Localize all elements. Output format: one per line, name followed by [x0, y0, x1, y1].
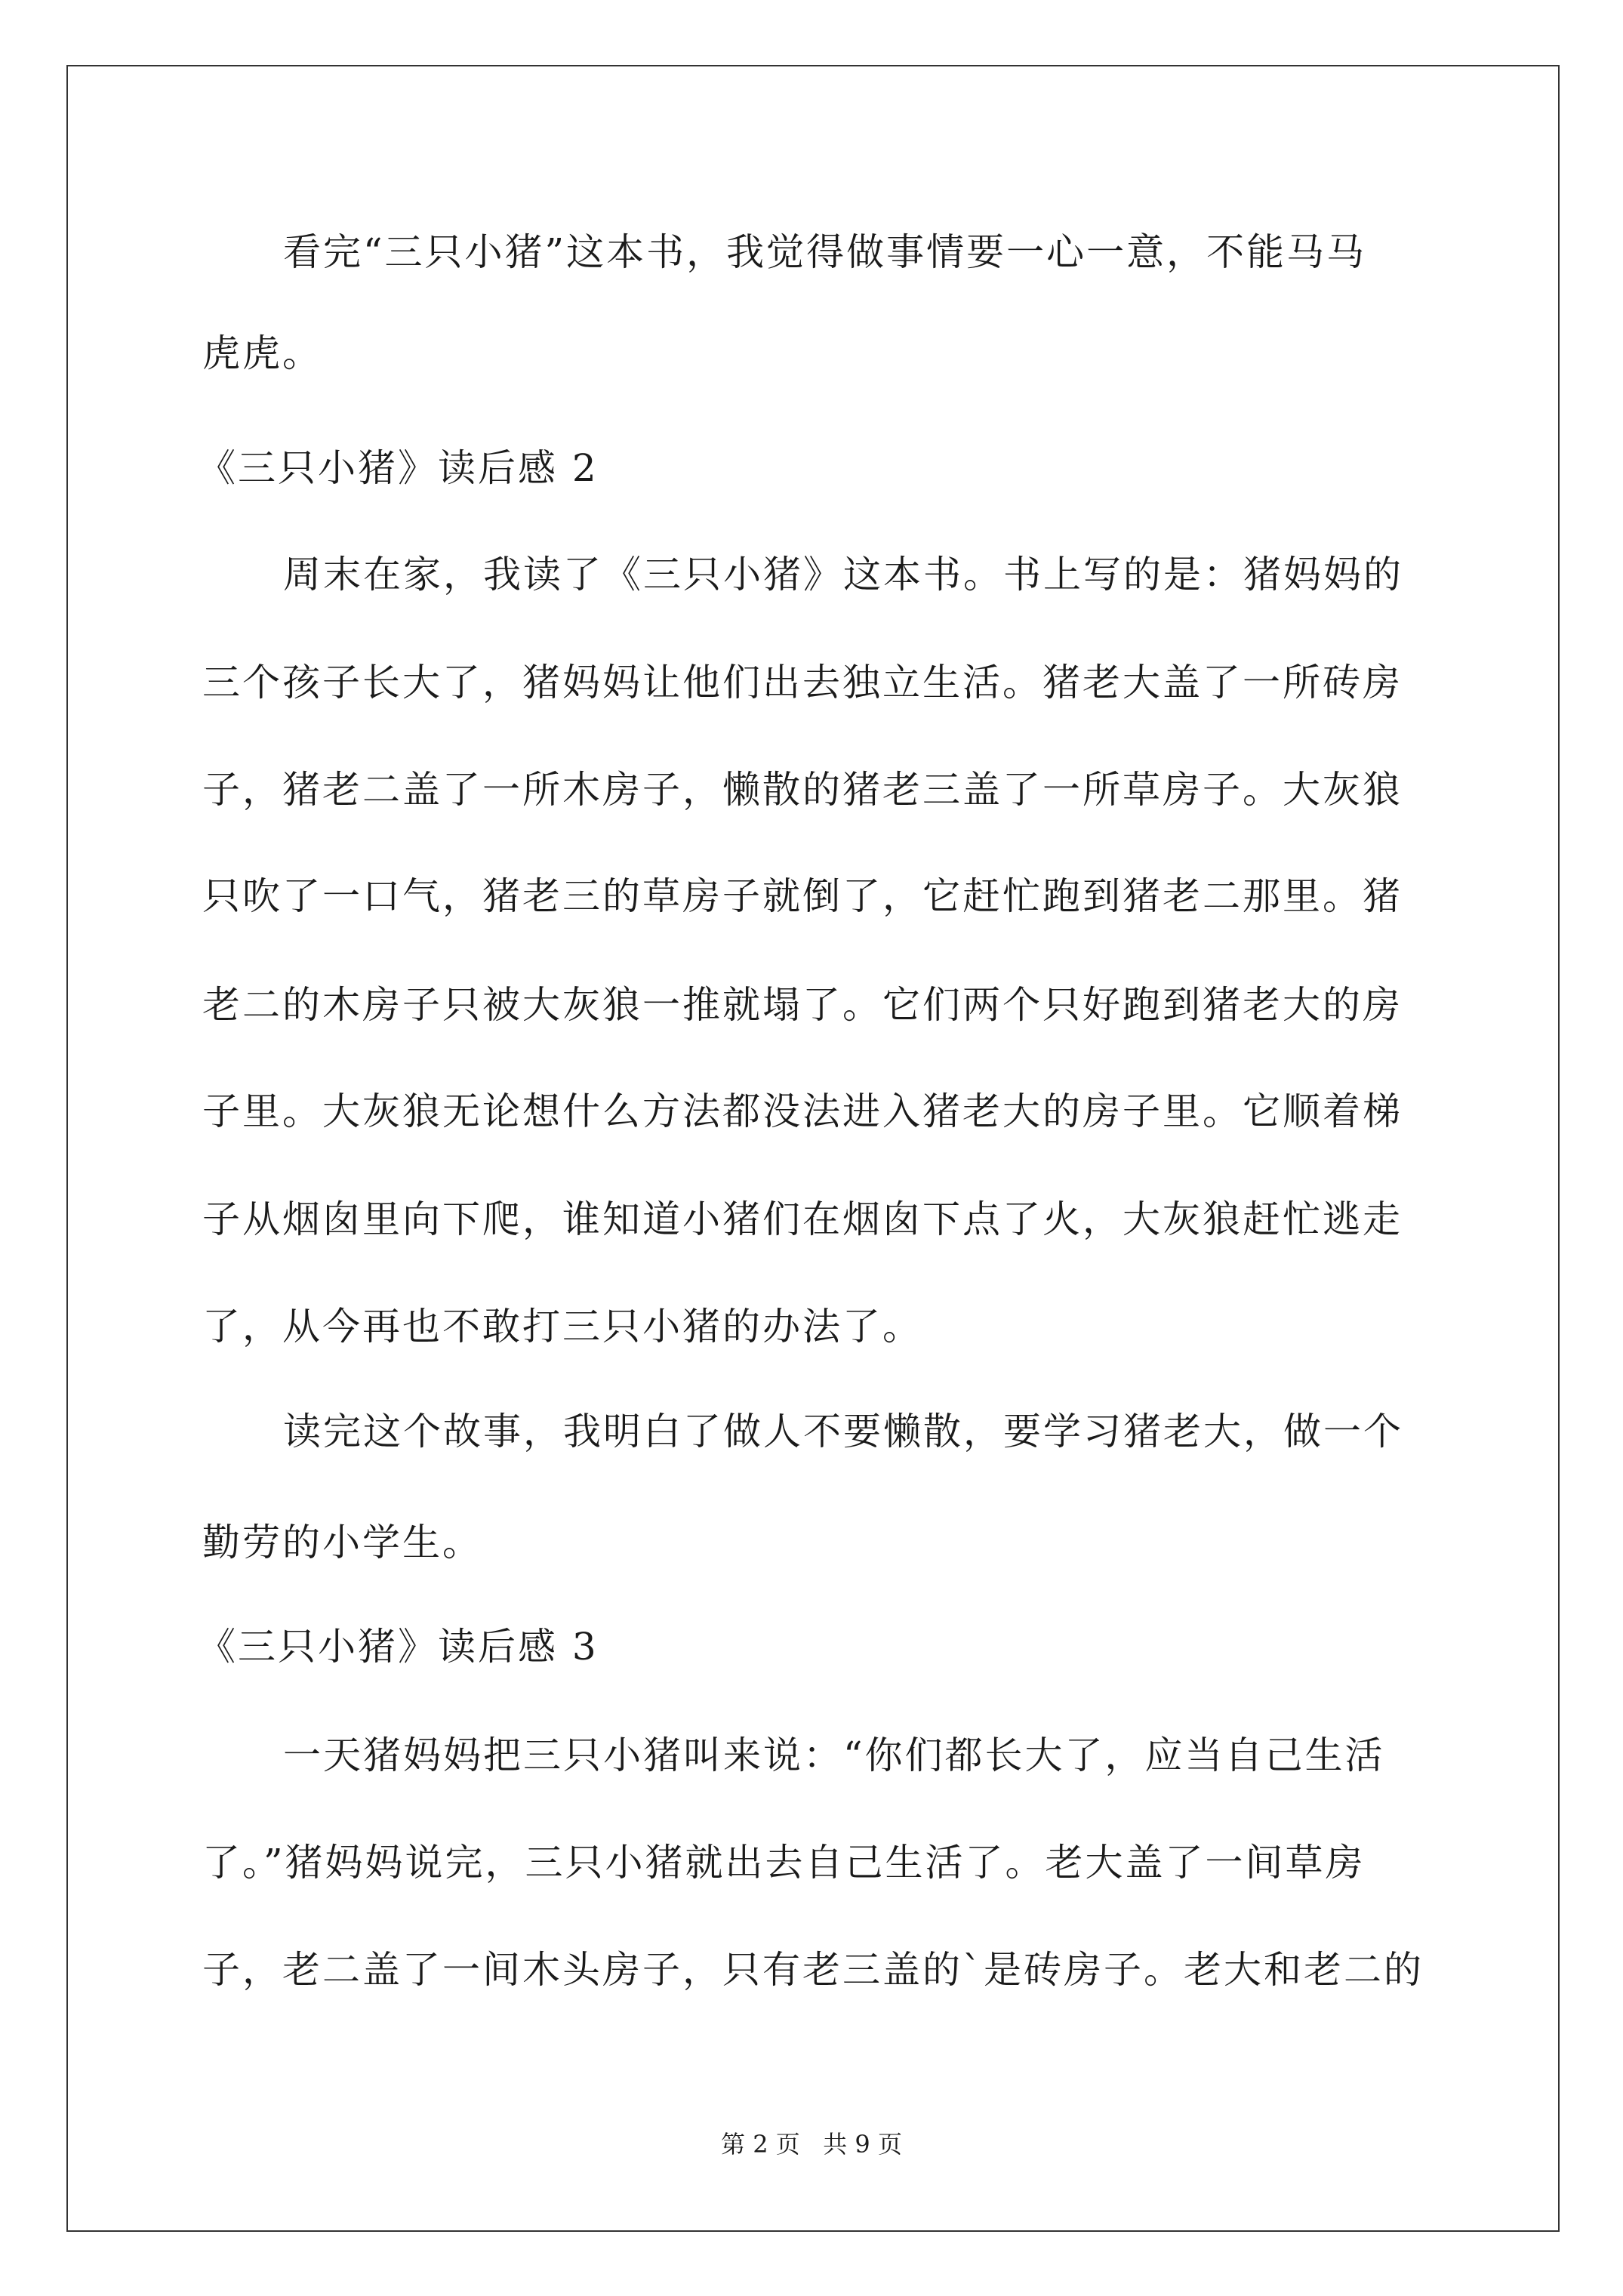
page-border: [66, 65, 1560, 2232]
paragraph-line: 老二的木房子只被大灰狼一推就塌了。它们两个只好跑到猪老大的房: [202, 983, 1403, 1027]
paragraph-line: 三个孩子长大了，猪妈妈让他们出去独立生活。猪老大盖了一所砖房: [202, 661, 1403, 704]
section-heading: 《三只小猪》读后感 3: [198, 1625, 599, 1669]
paragraph-line: 了。”猪妈妈说完，三只小猪就出去自己生活了。老大盖了一间草房: [202, 1841, 1366, 1885]
paragraph-line: 子里。大灰狼无论想什么方法都没法进入猪老大的房子里。它顺着梯: [202, 1089, 1403, 1133]
paragraph-line: 子，老二盖了一间木头房子，只有老三盖的`是砖房子。老大和老二的: [202, 1948, 1424, 1992]
paragraph-line: 虎虎。: [202, 331, 322, 375]
paragraph-line: 一天猪妈妈把三只小猪叫来说：“你们都长大了，应当自己生活: [283, 1734, 1385, 1777]
paragraph-line: 只吹了一口气，猪老三的草房子就倒了，它赶忙跑到猪老二那里。猪: [202, 874, 1403, 918]
paragraph-line: 了，从今再也不敢打三只小猪的办法了。: [202, 1305, 922, 1348]
section-heading: 《三只小猪》读后感 2: [198, 446, 599, 490]
paragraph-line: 读完这个故事，我明白了做人不要懒散，要学习猪老大，做一个: [283, 1410, 1403, 1453]
paragraph-line: 勤劳的小学生。: [202, 1521, 482, 1564]
paragraph-line: 看完“三只小猪”这本书，我觉得做事情要一心一意，不能马马: [283, 230, 1367, 274]
paragraph-line: 周末在家，我读了《三只小猪》这本书。书上写的是：猪妈妈的: [283, 553, 1403, 596]
page-number-footer: 第 2 页 共 9 页: [721, 2130, 902, 2159]
paragraph-line: 子从烟囱里向下爬，谁知道小猪们在烟囱下点了火，大灰狼赶忙逃走: [202, 1197, 1403, 1241]
paragraph-line: 子，猪老二盖了一所木房子，懒散的猪老三盖了一所草房子。大灰狼: [202, 768, 1403, 812]
